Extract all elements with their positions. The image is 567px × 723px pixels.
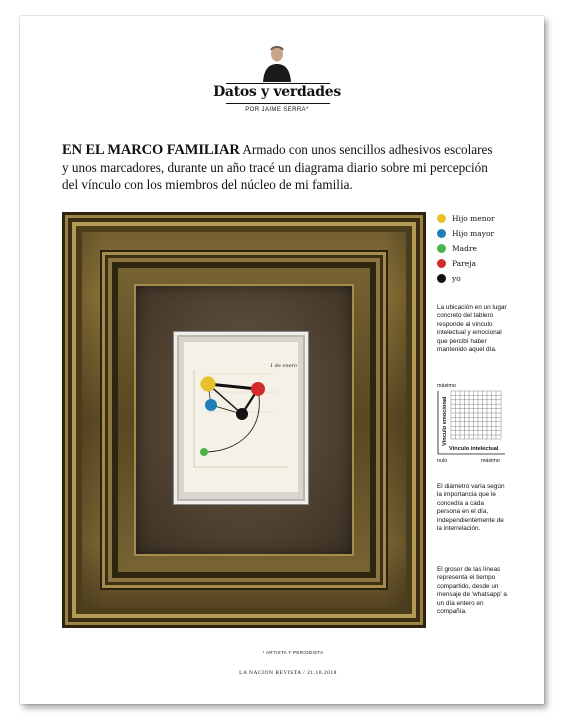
- axes-diagram: [437, 382, 511, 468]
- footnote: * ARTISTA Y PERIODISTA: [262, 650, 324, 655]
- legend-item: Hijo menor: [437, 211, 537, 226]
- legend-item: Hijo mayor: [437, 226, 537, 241]
- author-photo: [260, 44, 294, 82]
- intro-paragraph: [62, 141, 502, 193]
- marker-yo: [236, 408, 248, 420]
- marker-madre: [200, 448, 208, 456]
- marker-hijo-mayor: [205, 399, 217, 411]
- note-diameter: El diámetro varía según la importancia que le concedía a cada persona en el día, independientemente de la interrelación.: [437, 483, 505, 533]
- legend-dot: [437, 259, 446, 268]
- intro-text: Armado con unos sencillos adhesivos escolares y unos marcadores, durante un año tracé un diagrama diario sobre mi percepción del vínculo con los miembros del núcleo de mi familia.: [62, 142, 493, 192]
- column-rule-bottom: [226, 103, 330, 104]
- marker-hijo-menor: [201, 377, 216, 392]
- paper-mount: [174, 332, 308, 504]
- legend-dot: [437, 274, 446, 283]
- framed-diagram-photo: [62, 212, 426, 628]
- axis-y-label: Vínculo emocional: [442, 396, 448, 446]
- legend-dot: [437, 244, 446, 253]
- axis-y-max: máximo: [437, 383, 456, 389]
- legend-item: Madre: [437, 241, 537, 256]
- daily-diagram: [184, 342, 298, 492]
- intro-headline: EN EL MARCO FAMILIAR: [62, 142, 240, 158]
- column-title: Datos y verdades: [213, 84, 341, 100]
- axis-x-label: Vínculo intelectual: [449, 446, 499, 452]
- axes-grid: [437, 382, 511, 468]
- legend-dot: [437, 229, 446, 238]
- note-thickness: El grosor de las líneas representa el tiempo compartido, desde un mensaje de 'whatsapp' a un día entero en compañía.: [437, 566, 507, 616]
- page-footer: LA NACION REVISTA / 21.10.2018: [239, 670, 337, 676]
- marker-pareja: [251, 382, 265, 396]
- paper-date: 1 de enero: [270, 363, 298, 369]
- byline: POR JAIME SERRA*: [245, 107, 309, 113]
- legend-item: Pareja: [437, 256, 537, 271]
- axis-x-max: máximo: [481, 458, 500, 464]
- note-location: La ubicación en un lugar concreto del tablero responde al vínculo intelectual y emocional que percibí haber mantenido aquel día.: [437, 304, 507, 354]
- legend-item: yo: [437, 271, 537, 286]
- legend: [437, 211, 537, 286]
- axis-x-min: nulo: [437, 458, 448, 464]
- legend-dot: [437, 214, 446, 223]
- diagram-paper: [184, 342, 298, 492]
